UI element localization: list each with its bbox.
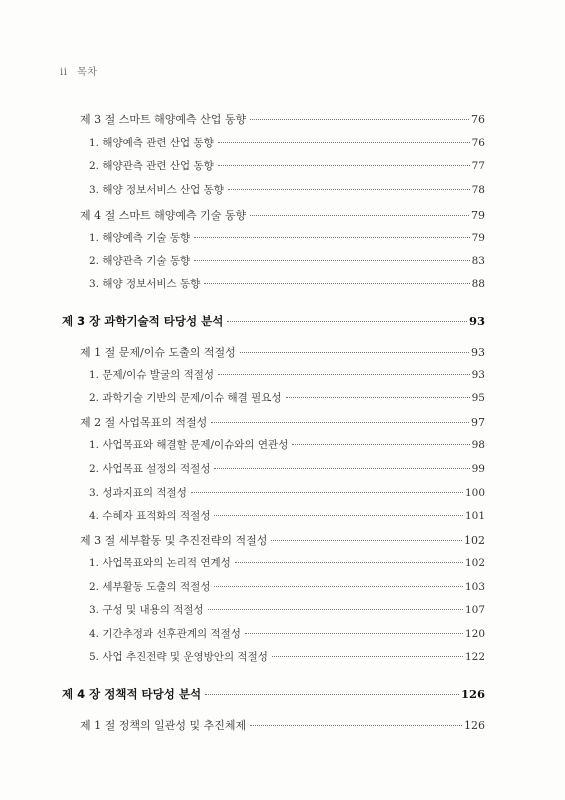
toc-entry-section[interactable]	[80, 207, 485, 223]
toc-entry-item[interactable]	[89, 649, 485, 664]
dot-leader	[218, 374, 470, 375]
dot-leader	[218, 165, 470, 166]
toc-entry-item[interactable]	[89, 485, 485, 500]
toc-entry-page-number: 76	[471, 113, 485, 126]
toc-entry-item[interactable]	[89, 230, 485, 245]
toc-entry-page-number: 93	[471, 346, 485, 359]
toc-entry-page-number: 103	[464, 581, 485, 593]
toc-entry-title: 2. 해양관측 기술 동향	[89, 255, 191, 267]
toc-entry-title: 3. 해양 정보서비스 산업 동향	[89, 184, 224, 196]
dot-leader	[240, 352, 469, 353]
toc-entry-section[interactable]	[80, 414, 485, 430]
toc-entry-item[interactable]	[89, 158, 485, 173]
dot-leader	[205, 694, 459, 695]
toc-entry-page-number: 122	[464, 651, 485, 663]
toc-entry-item[interactable]	[89, 508, 485, 523]
toc-entry-chapter[interactable]	[62, 313, 485, 329]
toc-entry-page-number: 107	[464, 604, 485, 616]
toc-entry-chapter[interactable]	[62, 686, 485, 702]
toc-entry-page-number: 126	[460, 687, 485, 701]
dot-leader	[191, 492, 463, 493]
dot-leader	[204, 283, 469, 284]
toc-entry-title: 3. 구성 및 내용의 적절성	[89, 604, 204, 616]
dot-leader	[286, 397, 470, 398]
toc-entry-page-number: 120	[464, 628, 485, 640]
toc-entry-page-number: 126	[464, 719, 485, 732]
toc-entry-title: 2. 사업목표 설정의 적절성	[89, 463, 211, 475]
toc-entry-section[interactable]	[80, 111, 485, 127]
dot-leader	[292, 444, 469, 445]
dot-leader	[214, 515, 462, 516]
toc-entry-page-number: 93	[471, 369, 485, 381]
dot-leader	[250, 119, 469, 120]
toc-entry-title: 제 1 절 문제/이슈 도출의 적절성	[80, 346, 236, 359]
dot-leader	[214, 586, 462, 587]
toc-entry-title: 2. 해양관측 관련 산업 동향	[89, 160, 214, 172]
dot-leader	[218, 142, 470, 143]
toc-entry-title: 제 4 절 스마트 해양예측 기술 동향	[80, 209, 247, 222]
toc-entry-item[interactable]	[89, 182, 485, 197]
toc-entry-page-number: 77	[471, 160, 485, 172]
header-page-number: ii	[60, 67, 68, 78]
dot-leader	[194, 260, 469, 261]
toc-entry-page-number: 76	[471, 137, 485, 149]
dot-leader	[211, 422, 469, 423]
toc-entry-title: 3. 해양 정보서비스 동향	[89, 278, 201, 290]
header-title: 목차	[77, 67, 98, 78]
dot-leader	[227, 321, 467, 322]
toc-entry-item[interactable]	[89, 437, 485, 452]
toc-entry-title: 5. 사업 추진전략 및 운영방안의 적절성	[89, 651, 268, 663]
toc-entry-title: 1. 해양예측 기술 동향	[89, 232, 191, 244]
toc-entry-section[interactable]	[80, 344, 485, 360]
toc-entry-page-number: 97	[471, 416, 485, 429]
dot-leader	[235, 562, 463, 563]
dot-leader	[271, 540, 462, 541]
toc-entry-item[interactable]	[89, 253, 485, 268]
toc-entry-title: 제 3 절 스마트 해양예측 산업 동향	[80, 113, 247, 126]
toc-entry-item[interactable]	[89, 276, 485, 291]
toc-entry-item[interactable]	[89, 390, 485, 405]
toc-entry-page-number: 101	[464, 510, 485, 522]
dot-leader	[245, 633, 463, 634]
toc-entry-item[interactable]	[89, 135, 485, 150]
toc-entry-title: 제 3 장 과학기술적 타당성 분석	[62, 314, 224, 328]
toc-entry-title: 4. 수혜자 표적화의 적절성	[89, 510, 211, 522]
toc-entry-item[interactable]	[89, 579, 485, 594]
toc-entry-item[interactable]	[89, 602, 485, 617]
page-header	[60, 63, 97, 78]
dot-leader	[194, 237, 469, 238]
toc-entry-title: 2. 과학기술 기반의 문제/이슈 해결 필요성	[89, 392, 282, 404]
toc-entry-section[interactable]	[80, 532, 485, 548]
dot-leader	[228, 189, 470, 190]
dot-leader	[214, 468, 469, 469]
toc-entry-page-number: 102	[464, 534, 485, 547]
dot-leader	[272, 656, 463, 657]
toc-entry-page-number: 78	[471, 184, 485, 196]
toc-entry-title: 2. 세부활동 도출의 적절성	[89, 581, 211, 593]
toc-entry-section[interactable]	[80, 717, 485, 733]
toc-entry-page-number: 93	[468, 314, 485, 328]
toc-entry-page-number: 79	[471, 232, 485, 244]
toc-entry-page-number: 95	[471, 392, 485, 404]
toc-entry-title: 1. 사업목표와의 논리적 연계성	[89, 557, 231, 569]
toc-entry-title: 4. 기간추정과 선후관계의 적절성	[89, 628, 241, 640]
toc-entry-item[interactable]	[89, 555, 485, 570]
toc-entry-page-number: 88	[471, 278, 485, 290]
toc-entry-title: 제 3 절 세부활동 및 추진전략의 적절성	[80, 534, 268, 547]
toc-entry-item[interactable]	[89, 461, 485, 476]
toc-entry-page-number: 102	[464, 557, 485, 569]
toc-entry-title: 제 2 절 사업목표의 적절성	[80, 416, 208, 429]
toc-entry-page-number: 79	[471, 209, 485, 222]
toc-entry-page-number: 99	[471, 463, 485, 475]
toc-entry-title: 1. 사업목표와 해결할 문제/이슈와의 연관성	[89, 439, 289, 451]
toc-entry-title: 3. 성과지표의 적절성	[89, 487, 187, 499]
toc-entry-page-number: 83	[471, 255, 485, 267]
dot-leader	[250, 215, 469, 216]
toc-entry-page-number: 98	[471, 439, 485, 451]
toc-entry-title: 제 4 장 정책적 타당성 분석	[62, 687, 202, 701]
dot-leader	[250, 725, 462, 726]
toc-entry-title: 제 1 절 정책의 일관성 및 추진체제	[80, 719, 247, 732]
toc-entry-item[interactable]	[89, 626, 485, 641]
dot-leader	[208, 609, 463, 610]
toc-entry-title: 1. 문제/이슈 발굴의 적절성	[89, 369, 214, 381]
toc-entry-item[interactable]	[89, 367, 485, 382]
toc-entry-page-number: 100	[464, 487, 485, 499]
toc-entry-title: 1. 해양예측 관련 산업 동향	[89, 137, 214, 149]
